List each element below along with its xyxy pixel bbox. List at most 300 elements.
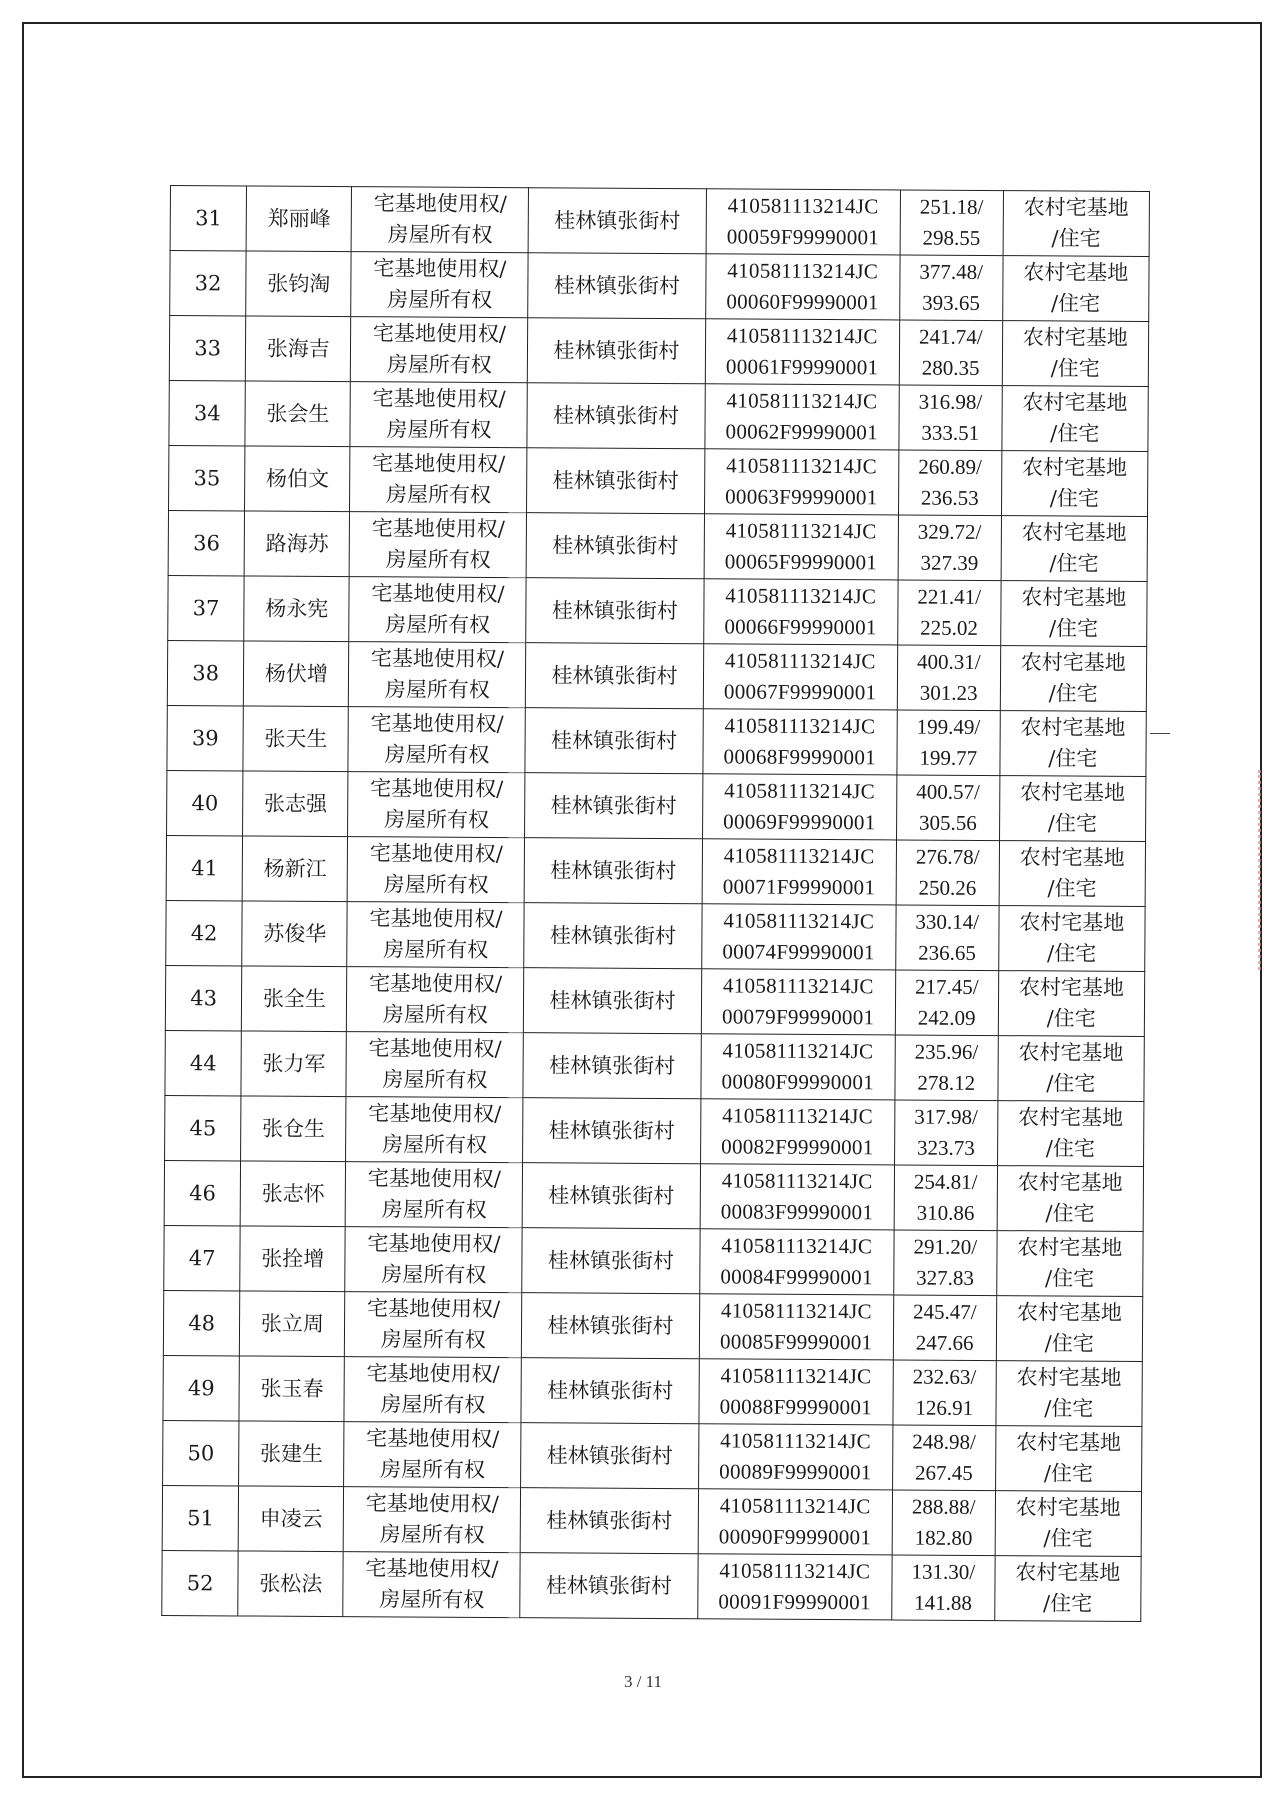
area-line-1: 400.31/	[916, 649, 981, 674]
unit-code-line-2: 00091F99990001	[718, 1589, 871, 1615]
row-number-cell	[167, 640, 244, 705]
usage-cell	[996, 1231, 1143, 1297]
location-text: 桂林镇张街村	[552, 467, 679, 493]
usage-line-1: 农村宅基地	[1016, 1365, 1122, 1390]
usage-line-1: 农村宅基地	[1017, 1170, 1123, 1195]
right-type-line-2: 房屋所有权	[379, 1522, 485, 1547]
unit-code-cell	[706, 189, 901, 255]
unit-code-line-1: 410581113214JC	[722, 1103, 874, 1129]
usage-line-1: 农村宅基地	[1016, 1300, 1122, 1325]
unit-code-line-1: 410581113214JC	[726, 323, 878, 349]
right-type-line-2: 房屋所有权	[384, 677, 490, 702]
usage-cell	[996, 1296, 1143, 1362]
location-text: 桂林镇张街村	[549, 987, 676, 1013]
unit-code-line-2: 00062F99990001	[725, 419, 879, 445]
right-type-cell	[344, 1357, 522, 1423]
row-number-cell	[164, 1225, 241, 1290]
location-cell	[527, 513, 704, 579]
usage-cell	[1002, 256, 1149, 322]
unit-code-line-2: 00088F99990001	[719, 1394, 873, 1420]
owner-name-cell	[245, 381, 350, 447]
usage-cell	[1001, 386, 1148, 452]
usage-cell	[997, 1036, 1144, 1102]
location-cell	[525, 838, 702, 904]
owner-name-cell	[242, 966, 347, 1032]
owner-name-cell	[241, 1096, 346, 1162]
usage-line-2: /住宅	[1051, 226, 1101, 251]
right-type-line-2: 房屋所有权	[380, 1392, 486, 1417]
location-text: 桂林镇张街村	[553, 402, 680, 428]
area-line-1: 221.41/	[917, 584, 982, 609]
right-type-line-2: 房屋所有权	[384, 742, 490, 767]
location-cell	[520, 1553, 697, 1619]
row-number-cell	[170, 251, 247, 316]
area-cell	[898, 450, 1001, 516]
row-number-text: 39	[191, 725, 219, 750]
row-number-text: 33	[194, 335, 222, 360]
right-type-cell	[345, 1292, 523, 1358]
area-line-1: 232.63/	[912, 1364, 977, 1389]
location-cell	[523, 1033, 700, 1099]
right-type-line-1: 宅基地使用权/	[371, 581, 505, 607]
table-row	[168, 510, 1147, 581]
unit-code-cell	[704, 449, 899, 515]
owner-name-text: 张仓生	[262, 1116, 326, 1141]
right-type-line-2: 房屋所有权	[386, 417, 492, 442]
unit-code-line-1: 410581113214JC	[720, 1363, 872, 1389]
row-number-text: 49	[187, 1375, 215, 1400]
unit-code-line-2: 00071F99990001	[722, 874, 876, 900]
unit-code-line-1: 410581113214JC	[724, 713, 876, 739]
unit-code-line-2: 00063F99990001	[725, 484, 878, 510]
location-text: 桂林镇张街村	[553, 272, 680, 298]
unit-code-line-1: 410581113214JC	[721, 1233, 873, 1259]
right-type-line-2: 房屋所有权	[385, 482, 492, 507]
location-cell	[528, 318, 705, 384]
row-number-cell	[169, 316, 246, 381]
right-type-line-1: 宅基地使用权/	[369, 841, 503, 867]
unit-code-line-2: 00089F99990001	[719, 1459, 872, 1485]
right-type-line-1: 宅基地使用权/	[372, 451, 506, 477]
location-cell	[525, 708, 702, 774]
unit-code-line-2: 00067F99990001	[723, 679, 877, 705]
usage-line-2: /住宅	[1050, 421, 1100, 446]
usage-line-2: /住宅	[1046, 1071, 1096, 1096]
right-type-line-2: 房屋所有权	[386, 352, 492, 377]
right-type-line-1: 宅基地使用权/	[366, 1361, 500, 1387]
row-number-text: 44	[189, 1050, 217, 1075]
row-number-cell	[162, 1550, 239, 1615]
owner-name-cell	[238, 1551, 343, 1617]
location-text: 桂林镇张街村	[546, 1442, 673, 1468]
owner-name-text: 张松法	[259, 1571, 323, 1596]
location-cell	[527, 383, 704, 449]
usage-line-2: /住宅	[1043, 1526, 1093, 1551]
area-line-2: 327.83	[916, 1265, 975, 1290]
owner-name-cell	[243, 771, 348, 837]
row-number-cell	[166, 835, 243, 900]
right-type-line-1: 宅基地使用权/	[365, 1556, 499, 1582]
owner-name-text: 杨永宪	[265, 596, 329, 621]
usage-cell	[1000, 646, 1147, 712]
usage-line-1: 农村宅基地	[1023, 195, 1129, 220]
owner-name-cell	[243, 706, 348, 772]
usage-cell	[999, 711, 1146, 777]
owner-name-cell	[241, 1031, 346, 1097]
area-cell	[895, 970, 998, 1036]
row-number-cell	[169, 380, 246, 445]
usage-cell	[995, 1426, 1142, 1492]
area-line-1: 245.47/	[913, 1299, 977, 1324]
owner-name-text: 张天生	[264, 726, 328, 751]
unit-code-line-1: 410581113214JC	[723, 908, 875, 934]
unit-code-line-2: 00059F99990001	[726, 224, 880, 250]
unit-code-cell	[698, 1489, 893, 1555]
owner-name-text: 张会生	[266, 401, 330, 426]
right-type-cell	[349, 642, 527, 708]
location-cell	[521, 1488, 698, 1554]
location-text: 桂林镇张街村	[551, 662, 678, 688]
row-number-text: 45	[189, 1115, 217, 1140]
area-line-1: 254.81/	[913, 1169, 978, 1194]
unit-code-line-2: 00082F99990001	[721, 1134, 874, 1160]
right-type-line-1: 宅基地使用权/	[370, 646, 505, 672]
unit-code-line-2: 00069F99990001	[723, 809, 876, 835]
scan-mark	[1150, 733, 1170, 734]
usage-cell	[997, 1166, 1144, 1232]
table-row	[164, 1160, 1143, 1231]
area-cell	[892, 1555, 995, 1621]
row-number-cell	[167, 770, 244, 835]
unit-code-line-1: 410581113214JC	[721, 1168, 873, 1194]
right-type-line-2: 房屋所有权	[381, 1197, 487, 1222]
right-type-line-1: 宅基地使用权/	[368, 1036, 502, 1062]
owner-name-cell	[244, 511, 349, 577]
right-type-cell	[346, 1097, 524, 1163]
unit-code-cell	[700, 1034, 895, 1100]
owner-name-cell	[241, 1161, 346, 1227]
owner-name-cell	[239, 1356, 344, 1422]
unit-code-line-1: 410581113214JC	[722, 973, 874, 999]
area-line-2: 126.91	[915, 1395, 974, 1420]
area-line-2: 199.77	[919, 745, 978, 770]
usage-line-1: 农村宅基地	[1015, 1560, 1121, 1585]
usage-cell	[1001, 516, 1148, 582]
row-number-text: 36	[193, 530, 220, 555]
table-body	[162, 186, 1150, 1622]
row-number-cell	[170, 186, 247, 251]
area-line-1: 288.88/	[911, 1494, 976, 1519]
right-type-line-1: 宅基地使用权/	[370, 776, 504, 802]
area-cell	[894, 1165, 997, 1231]
right-type-line-1: 宅基地使用权/	[368, 1101, 502, 1127]
row-number-cell	[164, 1160, 241, 1225]
owner-name-text: 张玉春	[260, 1376, 324, 1401]
usage-line-2: /住宅	[1044, 1396, 1094, 1421]
location-cell	[525, 773, 702, 839]
right-type-cell	[351, 317, 529, 383]
owner-name-cell	[239, 1421, 344, 1487]
owner-name-text: 杨伏增	[264, 661, 328, 686]
usage-line-2: /住宅	[1044, 1331, 1094, 1356]
unit-code-line-1: 410581113214JC	[720, 1298, 872, 1324]
unit-code-line-1: 410581113214JC	[723, 843, 875, 869]
unit-code-cell	[702, 839, 897, 905]
location-text: 桂林镇张街村	[545, 1572, 673, 1598]
area-cell	[898, 580, 1001, 646]
area-line-2: 305.56	[918, 810, 977, 835]
area-cell	[896, 905, 999, 971]
location-cell	[523, 1163, 700, 1229]
usage-line-2: /住宅	[1042, 1591, 1093, 1616]
usage-line-1: 农村宅基地	[1021, 520, 1127, 545]
usage-line-2: /住宅	[1047, 811, 1097, 836]
usage-line-1: 农村宅基地	[1022, 325, 1128, 350]
usage-line-1: 农村宅基地	[1019, 780, 1126, 805]
area-line-2: 236.65	[918, 940, 977, 965]
row-number-cell	[163, 1420, 240, 1485]
unit-code-cell	[704, 384, 899, 450]
owner-name-cell	[240, 1226, 345, 1292]
usage-line-1: 农村宅基地	[1017, 1105, 1124, 1130]
unit-code-line-2: 00066F99990001	[724, 614, 877, 640]
right-type-cell	[347, 837, 525, 903]
right-type-line-2: 房屋所有权	[383, 872, 489, 897]
area-line-2: 310.86	[916, 1200, 975, 1225]
area-line-1: 217.45/	[914, 974, 979, 999]
owner-name-text: 张全生	[262, 986, 326, 1011]
property-rights-table	[161, 185, 1150, 1622]
area-line-2: 225.02	[920, 615, 979, 640]
location-text: 桂林镇张街村	[548, 1117, 675, 1143]
area-line-1: 400.57/	[916, 779, 980, 804]
unit-code-cell	[700, 1164, 895, 1230]
usage-line-1: 农村宅基地	[1018, 975, 1124, 1000]
right-type-line-1: 宅基地使用权/	[366, 1426, 500, 1452]
right-type-line-2: 房屋所有权	[381, 1262, 487, 1287]
table-row	[169, 380, 1148, 451]
area-cell	[895, 1035, 998, 1101]
location-cell	[522, 1293, 699, 1359]
area-line-2: 182.80	[914, 1525, 973, 1550]
owner-name-cell	[242, 901, 347, 967]
right-type-cell	[350, 382, 528, 448]
unit-code-line-2: 00083F99990001	[720, 1199, 874, 1225]
row-number-cell	[169, 445, 246, 510]
unit-code-line-2: 00084F99990001	[720, 1264, 873, 1290]
right-type-line-2: 房屋所有权	[387, 287, 493, 312]
location-text: 桂林镇张街村	[549, 922, 676, 948]
owner-name-cell	[246, 316, 351, 382]
right-type-line-1: 宅基地使用权/	[367, 1231, 501, 1257]
area-line-2: 250.26	[918, 875, 977, 900]
usage-cell	[999, 776, 1146, 842]
area-cell	[900, 190, 1003, 256]
unit-code-cell	[702, 709, 897, 775]
owner-name-text: 张力军	[262, 1051, 326, 1076]
owner-name-cell	[246, 186, 351, 252]
row-number-text: 51	[187, 1505, 214, 1530]
table-row	[163, 1355, 1142, 1426]
unit-code-cell	[701, 904, 896, 970]
usage-line-2: /住宅	[1043, 1461, 1094, 1486]
row-number-text: 35	[193, 465, 221, 490]
owner-name-text: 杨伯文	[265, 466, 330, 491]
row-number-cell	[163, 1290, 240, 1355]
right-type-cell	[351, 252, 529, 318]
row-number-text: 31	[195, 205, 222, 230]
right-type-line-2: 房屋所有权	[387, 222, 493, 247]
right-type-cell	[349, 577, 527, 643]
area-line-1: 251.18/	[919, 194, 984, 219]
area-cell	[900, 255, 1003, 321]
right-type-cell	[349, 512, 527, 578]
right-type-cell	[348, 707, 526, 773]
owner-name-cell	[244, 641, 349, 707]
unit-code-line-2: 00085F99990001	[719, 1329, 873, 1355]
row-number-cell	[165, 1030, 242, 1095]
unit-code-line-2: 00060F99990001	[726, 289, 879, 315]
unit-code-cell	[705, 254, 900, 320]
owner-name-cell	[243, 836, 348, 902]
area-line-1: 235.96/	[914, 1039, 979, 1064]
right-type-line-2: 房屋所有权	[383, 937, 489, 962]
row-number-text: 47	[188, 1245, 216, 1270]
unit-code-cell	[704, 514, 899, 580]
location-text: 桂林镇张街村	[551, 727, 678, 753]
right-type-line-1: 宅基地使用权/	[367, 1166, 501, 1192]
unit-code-line-1: 410581113214JC	[719, 1558, 871, 1584]
table-row	[170, 251, 1149, 322]
unit-code-line-1: 410581113214JC	[724, 778, 876, 804]
owner-name-text: 张钧淘	[267, 271, 331, 296]
right-type-line-1: 宅基地使用权/	[369, 906, 503, 932]
area-line-2: 393.65	[922, 290, 980, 315]
area-line-1: 291.20/	[913, 1234, 978, 1259]
usage-line-2: /住宅	[1046, 941, 1097, 966]
unit-code-cell	[703, 579, 898, 645]
unit-code-line-1: 410581113214JC	[725, 518, 877, 544]
area-line-2: 301.23	[919, 680, 978, 705]
row-number-cell	[165, 965, 242, 1030]
usage-cell	[998, 971, 1145, 1037]
table-row	[162, 1550, 1141, 1621]
area-line-2: 298.55	[922, 225, 981, 250]
unit-code-cell	[703, 644, 898, 710]
right-type-line-1: 宅基地使用权/	[372, 386, 506, 412]
usage-cell	[999, 841, 1146, 907]
unit-code-cell	[699, 1229, 894, 1295]
location-text: 桂林镇张街村	[547, 1247, 674, 1273]
row-number-text: 43	[190, 985, 218, 1010]
area-line-1: 131.30/	[911, 1559, 976, 1584]
unit-code-line-1: 410581113214JC	[727, 258, 879, 284]
location-cell	[523, 1098, 700, 1164]
unit-code-line-1: 410581113214JC	[719, 1493, 871, 1519]
right-type-line-2: 房屋所有权	[379, 1457, 486, 1482]
location-text: 桂林镇张街村	[550, 857, 677, 883]
area-line-1: 377.48/	[919, 259, 984, 284]
right-type-line-2: 房屋所有权	[379, 1587, 485, 1612]
table-row	[166, 900, 1145, 971]
area-line-2: 247.66	[915, 1330, 974, 1355]
unit-code-cell	[698, 1424, 893, 1490]
right-type-cell	[351, 187, 529, 253]
right-type-line-2: 房屋所有权	[381, 1132, 488, 1157]
right-type-cell	[347, 902, 525, 968]
usage-line-1: 农村宅基地	[1020, 650, 1126, 675]
table-row	[163, 1290, 1142, 1361]
area-line-2: 327.39	[920, 550, 979, 575]
area-line-2: 236.53	[920, 485, 979, 510]
table-row	[166, 835, 1145, 906]
row-number-cell	[166, 900, 243, 965]
area-cell	[895, 1100, 998, 1166]
unit-code-line-2: 00061F99990001	[725, 354, 879, 380]
row-number-cell	[162, 1485, 239, 1550]
area-line-2: 267.45	[914, 1460, 973, 1485]
table-row	[167, 640, 1146, 711]
area-cell	[897, 645, 1000, 711]
right-type-line-2: 房屋所有权	[382, 1002, 488, 1027]
right-type-cell	[345, 1162, 523, 1228]
area-line-1: 248.98/	[912, 1429, 976, 1454]
area-line-2: 278.12	[917, 1070, 976, 1095]
usage-cell	[1003, 191, 1150, 257]
area-cell	[899, 385, 1002, 451]
location-cell	[529, 188, 706, 254]
usage-cell	[997, 1101, 1144, 1167]
unit-code-line-1: 410581113214JC	[724, 648, 876, 674]
location-text: 桂林镇张街村	[550, 792, 677, 818]
right-type-line-1: 宅基地使用权/	[365, 1491, 499, 1517]
right-type-line-1: 宅基地使用权/	[370, 711, 504, 737]
usage-line-1: 农村宅基地	[1018, 1040, 1124, 1065]
right-type-line-1: 宅基地使用权/	[373, 256, 507, 282]
right-type-cell	[345, 1227, 523, 1293]
usage-line-2: /住宅	[1044, 1266, 1095, 1291]
location-text: 桂林镇张街村	[546, 1507, 673, 1533]
unit-code-line-1: 410581113214JC	[722, 1038, 874, 1064]
unit-code-line-1: 410581113214JC	[726, 388, 878, 414]
unit-code-line-2: 00080F99990001	[721, 1069, 875, 1095]
usage-line-2: /住宅	[1048, 746, 1098, 771]
owner-name-text: 张拴增	[261, 1246, 325, 1271]
page-number: 3 / 11	[623, 1672, 663, 1691]
table-row	[169, 445, 1148, 516]
area-line-1: 329.72/	[917, 519, 982, 544]
usage-cell	[1001, 451, 1148, 517]
owner-name-text: 杨新江	[263, 856, 327, 881]
usage-cell	[995, 1491, 1142, 1557]
right-type-line-1: 宅基地使用权/	[372, 321, 507, 347]
usage-line-2: /住宅	[1050, 291, 1101, 316]
usage-line-2: /住宅	[1049, 551, 1099, 576]
location-cell	[526, 643, 703, 709]
right-type-cell	[348, 772, 526, 838]
row-number-text: 46	[189, 1180, 216, 1205]
usage-line-1: 农村宅基地	[1019, 845, 1125, 870]
usage-cell	[994, 1556, 1141, 1622]
usage-line-1: 农村宅基地	[1016, 1430, 1122, 1455]
area-line-2: 323.73	[916, 1135, 975, 1160]
usage-line-1: 农村宅基地	[1021, 585, 1127, 610]
area-cell	[898, 515, 1001, 581]
unit-code-cell	[697, 1554, 892, 1620]
right-type-cell	[346, 1032, 524, 1098]
right-type-line-1: 宅基地使用权/	[371, 516, 505, 542]
right-type-line-2: 房屋所有权	[383, 807, 490, 832]
